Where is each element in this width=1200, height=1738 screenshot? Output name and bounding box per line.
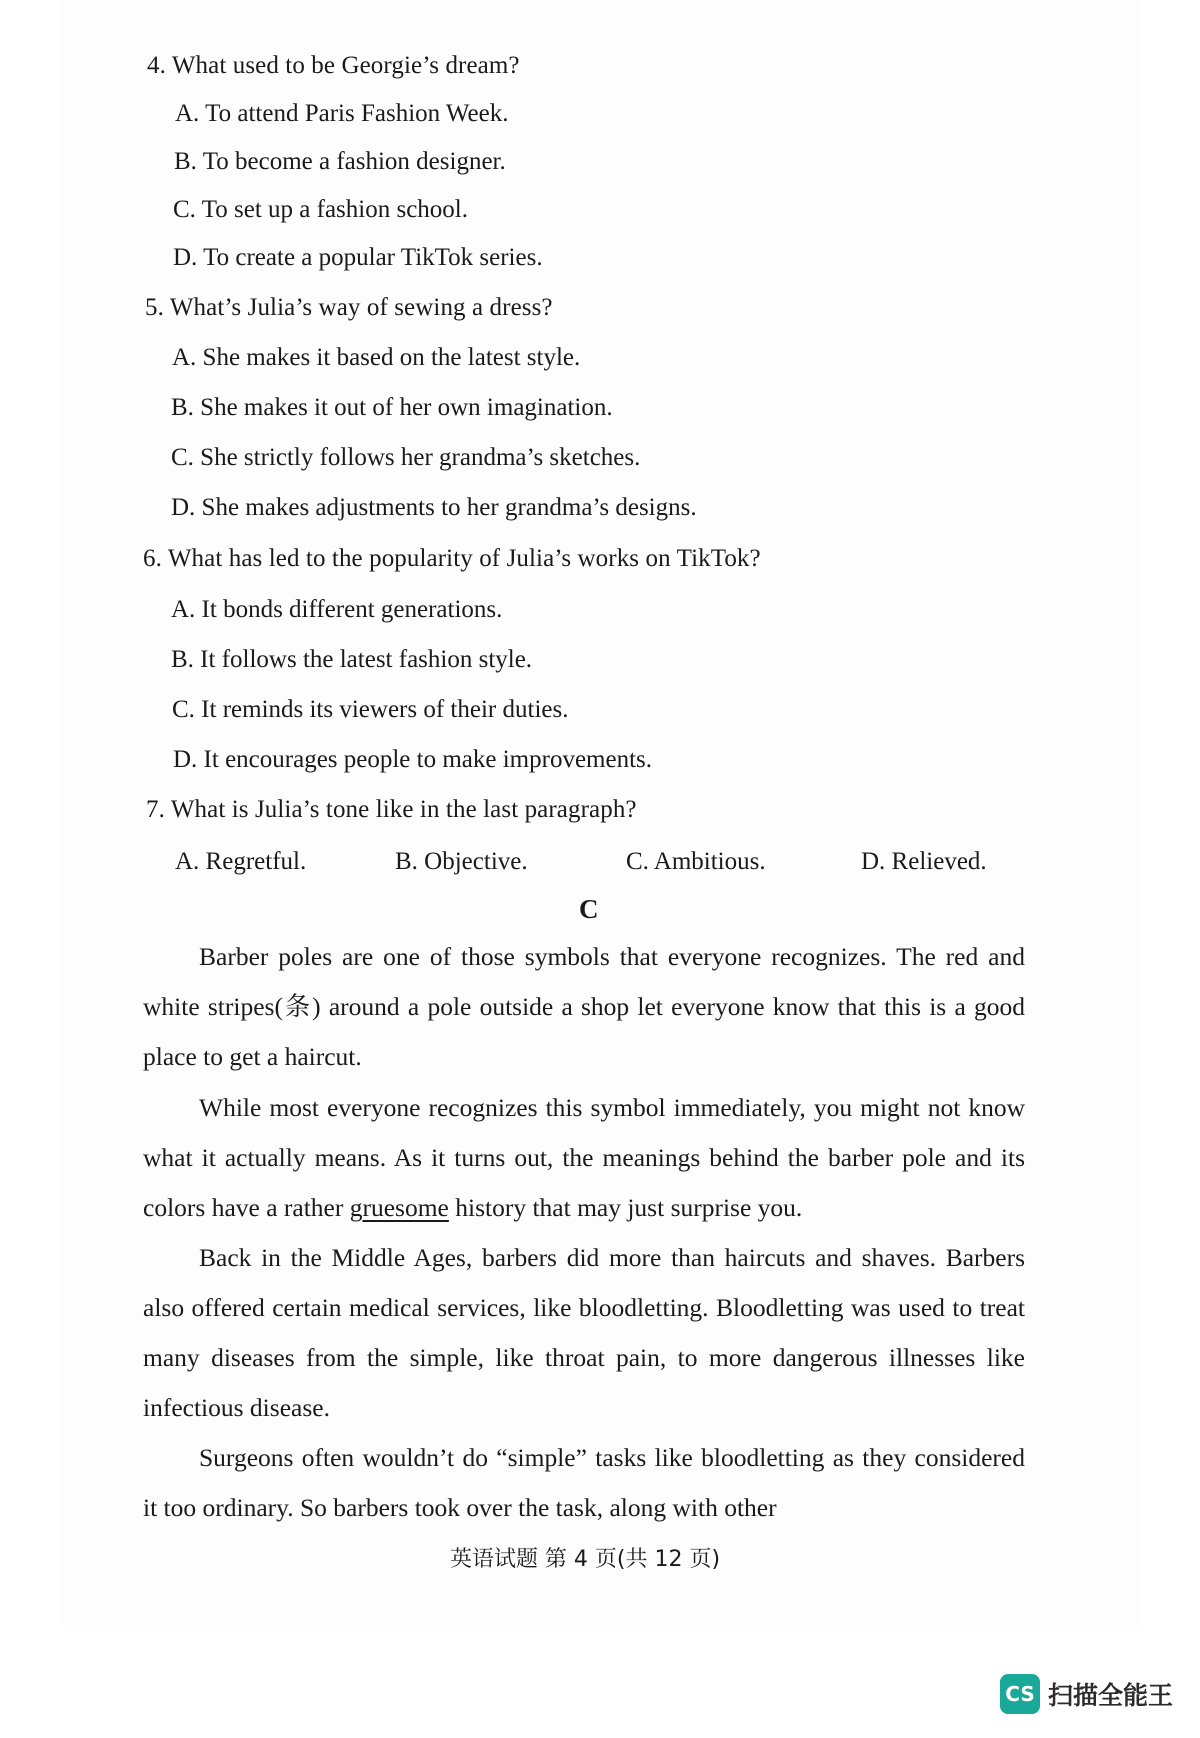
question-6-option-d: D. It encourages people to make improvements.	[173, 746, 653, 773]
passage-paragraph-2	[143, 1083, 1025, 1233]
question-5-option-b: B. She makes it out of her own imagination.	[171, 394, 613, 421]
passage-paragraph-1: Barber poles are one of those symbols that everyone recognizes. The red and white stripes(条) around a pole outside a shop let everyone know that this is a good place to get a haircut.	[143, 942, 1025, 1071]
question-5-stem: 5. What’s Julia’s way of sewing a dress?	[145, 294, 553, 321]
question-4-option-b: B. To become a fashion designer.	[174, 148, 506, 175]
passage-paragraph-2-start: While most everyone recognizes this symbol immediately, you might not know what it actually means. As it turns out, the meanings behind the barber pole and its colors have a rather	[143, 1093, 1025, 1222]
camscanner-logo-icon: CS	[1000, 1674, 1040, 1714]
question-7-option-d: D. Relieved.	[861, 848, 987, 875]
underlined-word: gruesome	[349, 1193, 449, 1222]
passage-paragraph-3: Back in the Middle Ages, barbers did more than haircuts and shaves. Barbers also offered certain medical services, like bloodletting. Bloodletting was used to treat many diseases from the simple, like throat pain, to more dangerous illnesses like infectious disease.	[143, 1243, 1025, 1422]
question-4-stem: 4. What used to be Georgie’s dream?	[147, 52, 520, 79]
question-6-option-b: B. It follows the latest fashion style.	[171, 646, 533, 673]
section-heading: C	[579, 894, 599, 924]
question-6-stem: 6. What has led to the popularity of Julia’s works on TikTok?	[143, 545, 761, 572]
question-7-stem: 7. What is Julia’s tone like in the last paragraph?	[146, 796, 637, 823]
question-6-option-a: A. It bonds different generations.	[171, 596, 503, 623]
page-footer: 英语试题 第 4 页(共 12 页)	[449, 1547, 721, 1572]
scanner-watermark	[1000, 1673, 1173, 1715]
question-4-option-a: A. To attend Paris Fashion Week.	[175, 100, 509, 127]
question-5-option-a: A. She makes it based on the latest style.	[172, 344, 581, 371]
question-7-options	[175, 848, 1005, 884]
question-5-option-d: D. She makes adjustments to her grandma’s designs.	[171, 494, 697, 521]
watermark-text: 扫描全能王	[1048, 1681, 1174, 1710]
question-4-option-d: D. To create a popular TikTok series.	[173, 244, 543, 271]
question-6-option-c: C. It reminds its viewers of their duties.	[172, 696, 569, 723]
question-5-option-c: C. She strictly follows her grandma’s sketches.	[171, 444, 641, 471]
question-7-option-c: C. Ambitious.	[626, 848, 766, 875]
question-7-option-a: A. Regretful.	[175, 848, 307, 875]
question-4-option-c: C. To set up a fashion school.	[173, 196, 468, 223]
passage-paragraph-4: Surgeons often wouldn’t do “simple” tasks like bloodletting as they considered it too ordinary. So barbers took over the task, along with other	[143, 1443, 1025, 1522]
question-7-option-b: B. Objective.	[395, 848, 528, 875]
passage-paragraph-2-end: history that may just surprise you.	[448, 1193, 803, 1222]
